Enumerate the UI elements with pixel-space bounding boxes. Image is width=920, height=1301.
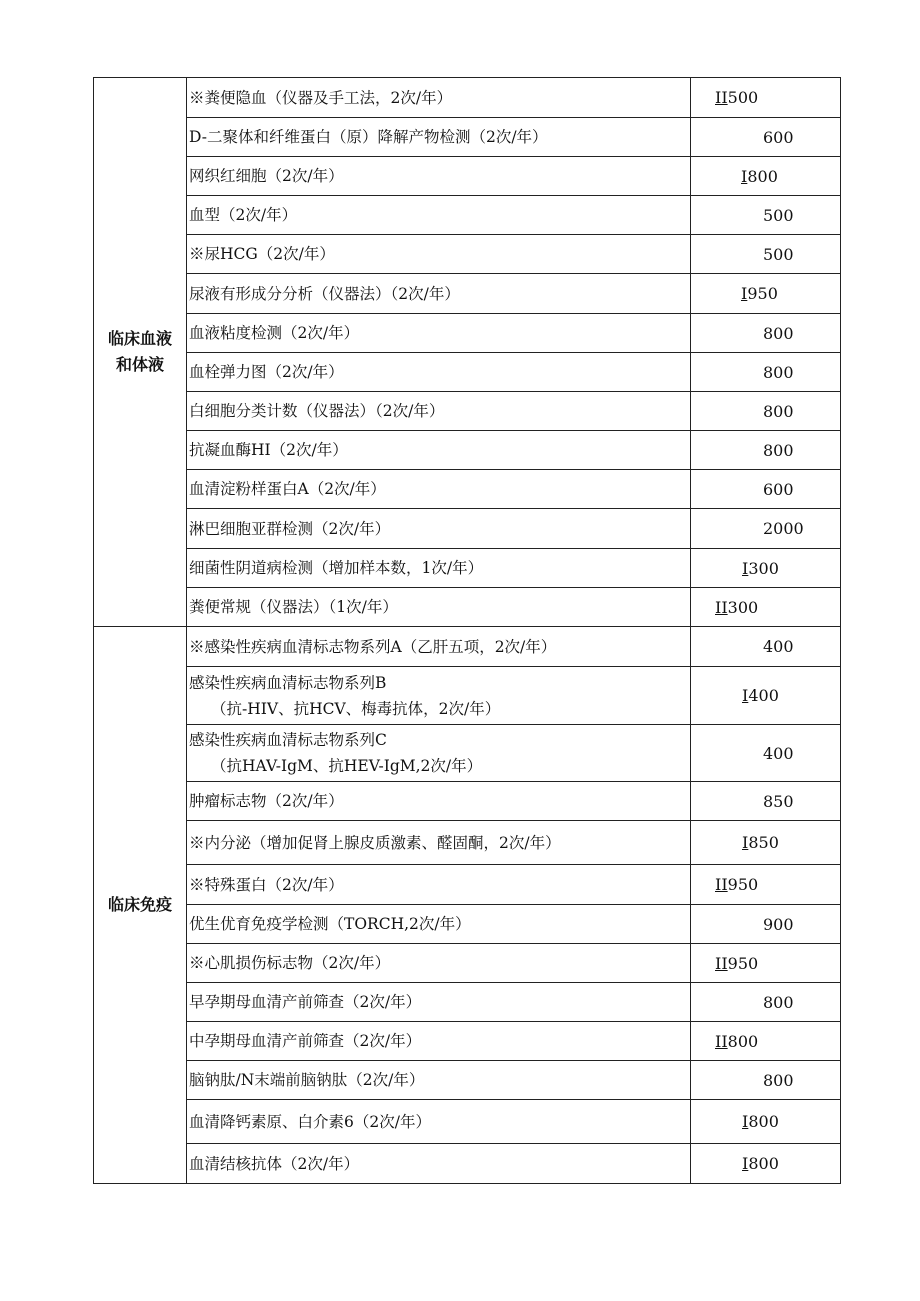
item-cell: ※尿HCG（2次/年） [187,235,691,274]
fee-mark: I [742,558,749,578]
item-cell: D-二聚体和纤维蛋白（原）降解产物检测（2次/年） [187,118,691,157]
table-row [94,905,841,944]
table-row [94,944,841,983]
item-cell: 抗凝血酶HI（2次/年） [187,431,691,470]
table-row [94,1061,841,1100]
item-cell: ※粪便隐血（仪器及手工法，2次/年） [187,78,691,118]
fee-value: 800 [763,440,794,460]
fee-value: 800 [748,1112,779,1131]
table-row [94,1022,841,1061]
fee-mark: I [741,166,748,186]
table-row [94,667,841,725]
fee-value: 950 [747,284,778,303]
fee-value: 600 [763,127,794,147]
fee-value: 400 [748,686,779,705]
table-row [94,588,841,627]
table-row [94,627,841,667]
item-cell: 早孕期母血清产前筛查（2次/年） [187,983,691,1022]
fee-mark: I [742,1112,749,1131]
category-cell [94,627,187,1184]
fee-value: 850 [763,791,794,811]
fee-cell [691,782,841,821]
fee-value: 800 [763,401,794,421]
fee-mark: I [742,1154,749,1173]
table-row [94,235,841,274]
fee-value: 800 [763,362,794,382]
table-row [94,78,841,118]
fee-value: 900 [763,914,794,934]
fee-cell [691,667,841,725]
fee-cell [691,1061,841,1100]
fee-cell [691,1100,841,1144]
item-cell: 脑钠肽/N末端前脑钠肽（2次/年） [187,1061,691,1100]
fee-mark: II [715,597,728,617]
fee-cell [691,905,841,944]
table-row [94,983,841,1022]
fee-value: 300 [748,558,779,578]
item-cell: 中孕期母血清产前筛查（2次/年） [187,1022,691,1061]
fee-cell [691,118,841,157]
table-row [94,865,841,905]
table-row [94,782,841,821]
category-label: 临床免疫 [107,895,172,914]
item-cell: 细菌性阴道病检测（增加样本数，1次/年） [187,549,691,588]
fee-cell [691,431,841,470]
fee-cell [691,588,841,627]
item-cell [187,725,691,782]
fee-mark: I [741,284,748,303]
item-cell: 网织红细胞（2次/年） [187,157,691,196]
table-row [94,821,841,865]
category-cell [94,78,187,627]
table-row [94,1144,841,1184]
table-row [94,196,841,235]
fee-value: 400 [763,637,794,656]
fee-value: 600 [763,479,794,499]
fee-value: 500 [763,205,794,225]
item-cell: 优生优育免疫学检测（TORCH,2次/年） [187,905,691,944]
item-line: 感染性疾病血清标志物系列B [189,673,387,692]
fee-value: 800 [748,1154,779,1173]
table-row [94,274,841,314]
fee-mark: II [715,1031,728,1051]
fee-cell [691,865,841,905]
fee-value: 800 [747,166,778,186]
fee-cell [691,944,841,983]
item-cell: 粪便常规（仪器法）（1次/年） [187,588,691,627]
fee-cell [691,196,841,235]
fee-cell [691,314,841,353]
fee-value: 800 [763,992,794,1012]
table-row [94,549,841,588]
fee-value: 850 [748,833,779,852]
fee-cell [691,725,841,782]
fee-value: 800 [763,323,794,343]
table-row [94,157,841,196]
table-row [94,509,841,549]
fee-cell [691,983,841,1022]
fee-value: 500 [763,244,794,264]
item-cell: 血清降钙素原、白介素6（2次/年） [187,1100,691,1144]
fee-value: 800 [763,1070,794,1090]
fee-mark: I [742,686,749,705]
fee-value: 800 [727,1031,759,1051]
item-cell: 肿瘤标志物（2次/年） [187,782,691,821]
item-cell: 血清结核抗体（2次/年） [187,1144,691,1184]
fee-cell [691,509,841,549]
fee-cell [691,1022,841,1061]
fee-value: 2000 [763,519,804,538]
table-row [94,431,841,470]
fee-cell [691,274,841,314]
fee-value: 950 [727,875,759,894]
item-line-2: （抗-HIV、抗HCV、梅毒抗体，2次/年） [211,699,501,718]
item-line-2: （抗HAV-IgM、抗HEV-IgM,2次/年） [211,757,483,775]
fee-cell [691,235,841,274]
item-cell: ※特殊蛋白（2次/年） [187,865,691,905]
fee-cell [691,821,841,865]
table-row [94,314,841,353]
item-cell: ※感染性疾病血清标志物系列A（乙肝五项，2次/年） [187,627,691,667]
fee-value: 400 [763,743,794,763]
fee-mark: II [715,88,728,107]
item-cell: ※内分泌（增加促肾上腺皮质激素、醛固酮，2次/年） [187,821,691,865]
fee-mark: II [715,875,728,894]
category-label: 和体液 [115,355,164,374]
item-cell: ※心肌损伤标志物（2次/年） [187,944,691,983]
fee-value: 300 [727,597,759,617]
item-cell [187,667,691,725]
fee-cell [691,470,841,509]
fee-table [93,77,841,1184]
table-row [94,118,841,157]
item-cell: 血清淀粉样蛋白A（2次/年） [187,470,691,509]
table-row [94,392,841,431]
item-cell: 血液粘度检测（2次/年） [187,314,691,353]
item-cell: 血栓弹力图（2次/年） [187,353,691,392]
table-row [94,1100,841,1144]
fee-cell [691,627,841,667]
table-row [94,470,841,509]
fee-value: 500 [727,88,759,107]
fee-mark: II [715,953,728,973]
fee-cell [691,549,841,588]
fee-cell [691,353,841,392]
item-cell: 尿液有形成分分析（仪器法）（2次/年） [187,274,691,314]
fee-value: 950 [727,953,759,973]
table-row [94,725,841,782]
fee-cell [691,157,841,196]
item-cell: 血型（2次/年） [187,196,691,235]
fee-cell [691,78,841,118]
category-label: 临床血液 [107,329,172,348]
table-row [94,353,841,392]
fee-mark: I [742,833,749,852]
item-line: 感染性疾病血清标志物系列C [189,731,387,749]
fee-cell [691,1144,841,1184]
item-cell: 白细胞分类计数（仪器法）（2次/年） [187,392,691,431]
fee-cell [691,392,841,431]
item-cell: 淋巴细胞亚群检测（2次/年） [187,509,691,549]
